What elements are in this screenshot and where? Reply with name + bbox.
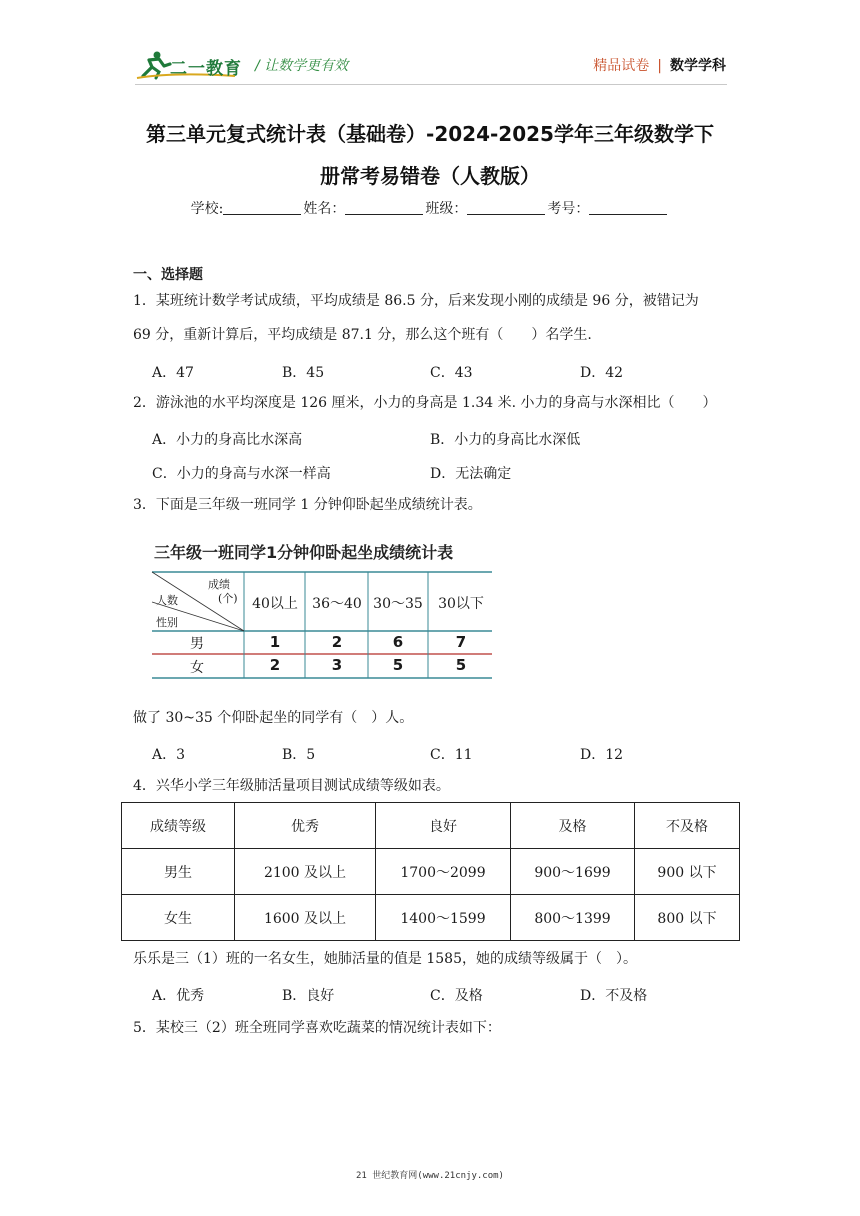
table-row	[122, 895, 740, 941]
col-36-40: 36～40	[312, 596, 362, 612]
q2-option-a: A．小力的身高比水深高	[152, 432, 303, 448]
q1-option-d: D．42	[580, 365, 624, 381]
q1-option-a: A．47	[152, 365, 194, 381]
page-footer: 21 世纪教育网(www.21cnjy.com)	[356, 1171, 504, 1181]
q3-option-c: C．11	[430, 747, 473, 763]
cell-girls-fail: 800 以下	[635, 895, 740, 941]
header-tag-subject: 数学学科	[670, 58, 726, 74]
lung-capacity-table	[121, 802, 740, 941]
cell-boys: 男生	[122, 849, 235, 895]
q4-option-c: C．及格	[430, 988, 483, 1004]
diag-score-label: 成绩	[208, 578, 230, 591]
diag-gender-label: 性别	[156, 616, 178, 629]
table-header-row	[122, 803, 740, 849]
q1-option-c: C．43	[430, 365, 473, 381]
q4-line1: 4．兴华小学三年级肺活量项目测试成绩等级如表。	[133, 778, 450, 794]
cell-female-0: 2	[269, 656, 281, 674]
th-pass: 及格	[511, 803, 635, 849]
class-label: 班级：	[425, 201, 468, 217]
q3-line2: 做了 30~35 个仰卧起坐的同学有（ ）人。	[133, 710, 414, 726]
table-row	[122, 849, 740, 895]
q3-option-a: A．3	[152, 747, 186, 763]
cell-boys-fail: 900 以下	[635, 849, 740, 895]
q4-option-d: D．不及格	[580, 988, 648, 1004]
th-excellent: 优秀	[235, 803, 376, 849]
page-title-line2: 册常考易错卷（人教版）	[320, 164, 540, 188]
q1-line2: 69 分，重新计算后，平均成绩是 87.1 分，那么这个班有（ ）名学生.	[133, 327, 592, 343]
q1-option-b: B．45	[282, 365, 325, 381]
section-heading: 一、选择题	[133, 267, 203, 283]
cell-female-1: 3	[331, 656, 343, 674]
logo-text: 二一教育	[170, 59, 242, 79]
q2-option-b: B．小力的身高比水深低	[430, 432, 581, 448]
diag-unit-label: (个)	[218, 592, 238, 605]
row-male-label: 男	[190, 636, 204, 652]
q3-option-b: B．5	[282, 747, 316, 763]
header-tag-premium: 精品试卷	[593, 58, 650, 74]
cell-male-3: 7	[455, 633, 467, 651]
cell-girls-pass: 800～1399	[511, 895, 635, 941]
cell-boys-good: 1700～2099	[376, 849, 511, 895]
cell-girls-good: 1400～1599	[376, 895, 511, 941]
cell-boys-excellent: 2100 及以上	[235, 849, 376, 895]
cell-male-2: 6	[392, 633, 404, 651]
diag-people-label: 人数	[156, 594, 178, 607]
name-label: 姓名：	[303, 201, 346, 217]
header-divider	[135, 84, 727, 85]
name-blank	[345, 200, 423, 215]
number-blank	[589, 200, 667, 215]
cell-girls-excellent: 1600 及以上	[235, 895, 376, 941]
q4-option-b: B．良好	[282, 988, 335, 1004]
q2-line1: 2．游泳池的水平均深度是 126 厘米，小力的身高是 1.34 米. 小力的身高与水深相比（ ）	[133, 395, 717, 411]
q3-line1: 3．下面是三年级一班同学 1 分钟仰卧起坐成绩统计表。	[133, 497, 482, 513]
th-good: 良好	[376, 803, 511, 849]
class-blank	[467, 200, 545, 215]
header-separator: |	[657, 58, 662, 74]
student-info	[0, 198, 860, 218]
th-grade: 成绩等级	[122, 803, 235, 849]
cell-boys-pass: 900～1699	[511, 849, 635, 895]
col-30-35: 30～35	[373, 596, 423, 612]
cell-male-0: 1	[269, 633, 281, 651]
school-label: 学校:	[190, 201, 224, 217]
q3-option-d: D．12	[580, 747, 624, 763]
q5-line1: 5．某校三（2）班全班同学喜欢吃蔬菜的情况统计表如下：	[133, 1020, 501, 1036]
th-fail: 不及格	[635, 803, 740, 849]
q1-line1: 1．某班统计数学考试成绩，平均成绩是 86.5 分，后来发现小刚的成绩是 96 分，被错记为	[133, 293, 699, 309]
header-right	[593, 55, 726, 75]
situp-score-table	[150, 540, 494, 682]
page-header	[0, 0, 860, 90]
row-female-label: 女	[190, 660, 204, 676]
situp-table-title: 三年级一班同学1分钟仰卧起坐成绩统计表	[154, 543, 454, 562]
q2-option-d: D．无法确定	[430, 466, 512, 482]
col-30-below: 30以下	[438, 596, 484, 612]
number-label: 考号：	[547, 201, 590, 217]
cell-male-1: 2	[331, 633, 343, 651]
slogan: / 让数学更有效	[255, 58, 349, 74]
cell-female-3: 5	[455, 656, 467, 674]
q4-option-a: A．优秀	[152, 988, 205, 1004]
q2-option-c: C．小力的身高与水深一样高	[152, 466, 331, 482]
school-blank	[223, 200, 301, 215]
q4-line2: 乐乐是三（1）班的一名女生，她肺活量的值是 1585，她的成绩等级属于（ ）。	[133, 951, 637, 967]
cell-female-2: 5	[392, 656, 404, 674]
col-40-above: 40以上	[252, 596, 298, 612]
cell-girls: 女生	[122, 895, 235, 941]
page-title-line1: 第三单元复式统计表（基础卷）-2024-2025学年三年级数学下	[146, 122, 714, 146]
